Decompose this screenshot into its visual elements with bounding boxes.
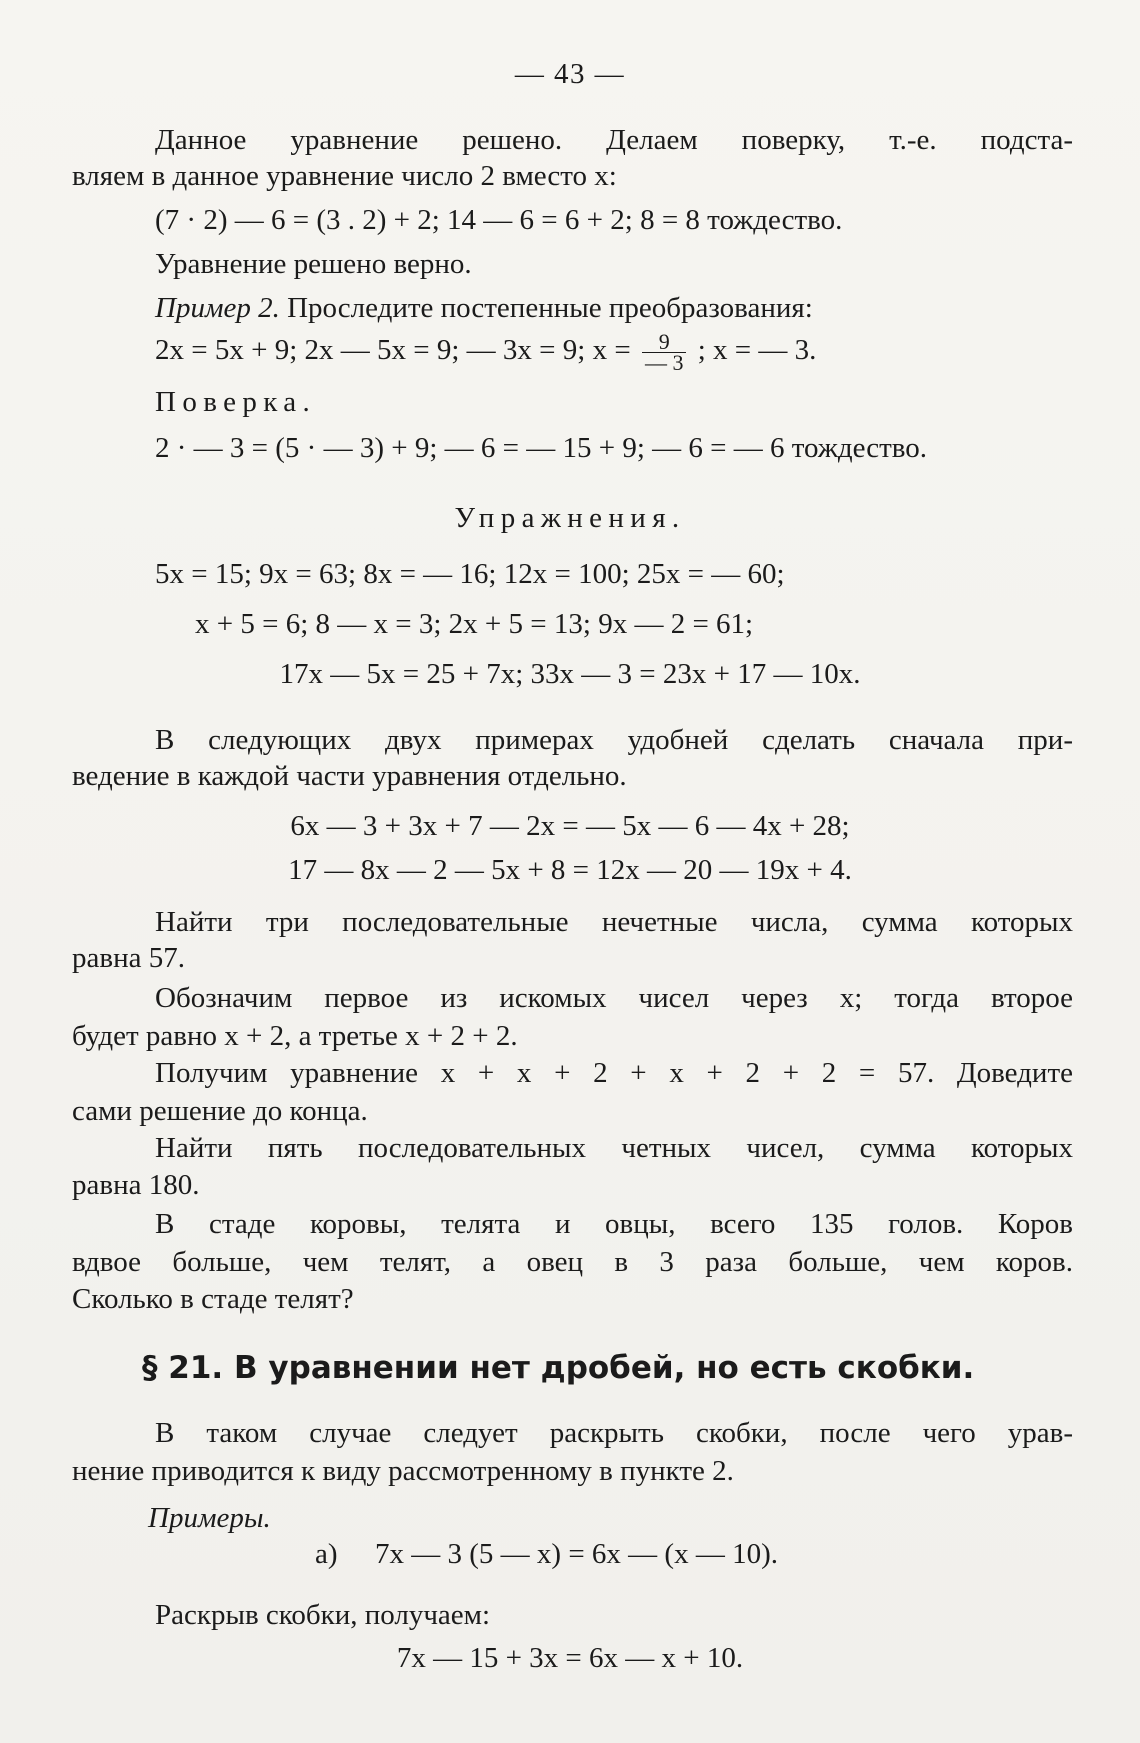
- page-number: — 43 —: [514, 58, 626, 90]
- example-text: Проследите постепенные преобразования:: [287, 292, 813, 324]
- paragraph-line: В таком случае следует раскрыть скобки, после чего урав-: [155, 1417, 1073, 1449]
- paragraph-line: ведение в каждой части уравнения отдельно.: [72, 760, 627, 792]
- example-a-label: а): [315, 1538, 338, 1570]
- fraction-numerator: 9: [642, 332, 687, 353]
- paragraph-line: равна 57.: [72, 942, 185, 974]
- equation-line: 6x — 3 + 3x + 7 — 2x = — 5x — 6 — 4x + 28;: [290, 810, 850, 842]
- exercise-line: 5x = 15; 9x = 63; 8x = — 16; 12x = 100; 25x = — 60;: [155, 558, 785, 590]
- equation-chain: 2x = 5x + 9; 2x — 5x = 9; — 3x = 9; x =: [155, 334, 631, 367]
- examples-label: Примеры.: [148, 1502, 271, 1534]
- equation-line: (7 · 2) — 6 = (3 . 2) + 2; 14 — 6 = 6 + 2; 8 = 8 тождество.: [155, 204, 843, 236]
- paragraph-line: нение приводится к виду рассмотренному в пункте 2.: [72, 1455, 734, 1487]
- paragraph-line: Раскрыв скобки, получаем:: [155, 1599, 491, 1631]
- paragraph-line: Сколько в стаде телят?: [72, 1283, 354, 1315]
- check-heading: Поверка.: [155, 386, 317, 418]
- fraction: [642, 329, 687, 375]
- paragraph-line: Обозначим первое из искомых чисел через x; тогда второе: [155, 982, 1073, 1014]
- example-2-line: [155, 290, 813, 326]
- paragraph-line: вляем в данное уравнение число 2 вместо x:: [72, 160, 617, 192]
- equation-line: 17 — 8x — 2 — 5x + 8 = 12x — 20 — 19x + 4.: [288, 854, 852, 886]
- equation-line: 7x — 15 + 3x = 6x — x + 10.: [396, 1642, 744, 1674]
- paragraph-line: Найти три последовательные нечетные числа, сумма которых: [155, 906, 1073, 938]
- fraction-denominator: — 3: [644, 350, 684, 375]
- paragraph-line: будет равно x + 2, а третье x + 2 + 2.: [72, 1020, 518, 1052]
- section-heading: § 21. В уравнении нет дробей, но есть скобки.: [142, 1350, 975, 1386]
- paragraph-line: Найти пять последовательных четных чисел, сумма которых: [155, 1132, 1073, 1164]
- equation-result: ; x = — 3.: [697, 334, 817, 367]
- paragraph-line: сами решение до конца.: [72, 1095, 368, 1127]
- check-equation: 2 · — 3 = (5 · — 3) + 9; — 6 = — 15 + 9; — 6 = — 6 тождество.: [155, 432, 928, 464]
- exercise-line: 17x — 5x = 25 + 7x; 33x — 3 = 23x + 17 — 10x.: [279, 658, 861, 690]
- exercise-line: x + 5 = 6; 8 — x = 3; 2x + 5 = 13; 9x — 2 = 61;: [195, 608, 754, 640]
- paragraph-line: В стаде коровы, телята и овцы, всего 135 голов. Коров: [155, 1208, 1073, 1240]
- paragraph-line: Получим уравнение x + x + 2 + x + 2 + 2 = 57. Доведите: [155, 1057, 1073, 1089]
- paragraph-line: Уравнение решено верно.: [155, 248, 472, 280]
- exercises-title: Упражнения.: [454, 502, 686, 534]
- paragraph-line: В следующих двух примерах удобней сделать сначала при-: [155, 724, 1073, 756]
- example-a-equation: 7x — 3 (5 — x) = 6x — (x — 10).: [375, 1538, 778, 1570]
- transformations-line: [155, 329, 817, 375]
- paragraph-line: Данное уравнение решено. Делаем поверку, т.-е. подста-: [155, 124, 1073, 156]
- paragraph-line: равна 180.: [72, 1169, 200, 1201]
- example-label: Пример 2.: [155, 292, 280, 324]
- paragraph-line: вдвое больше, чем телят, а овец в 3 раза больше, чем коров.: [72, 1246, 1073, 1278]
